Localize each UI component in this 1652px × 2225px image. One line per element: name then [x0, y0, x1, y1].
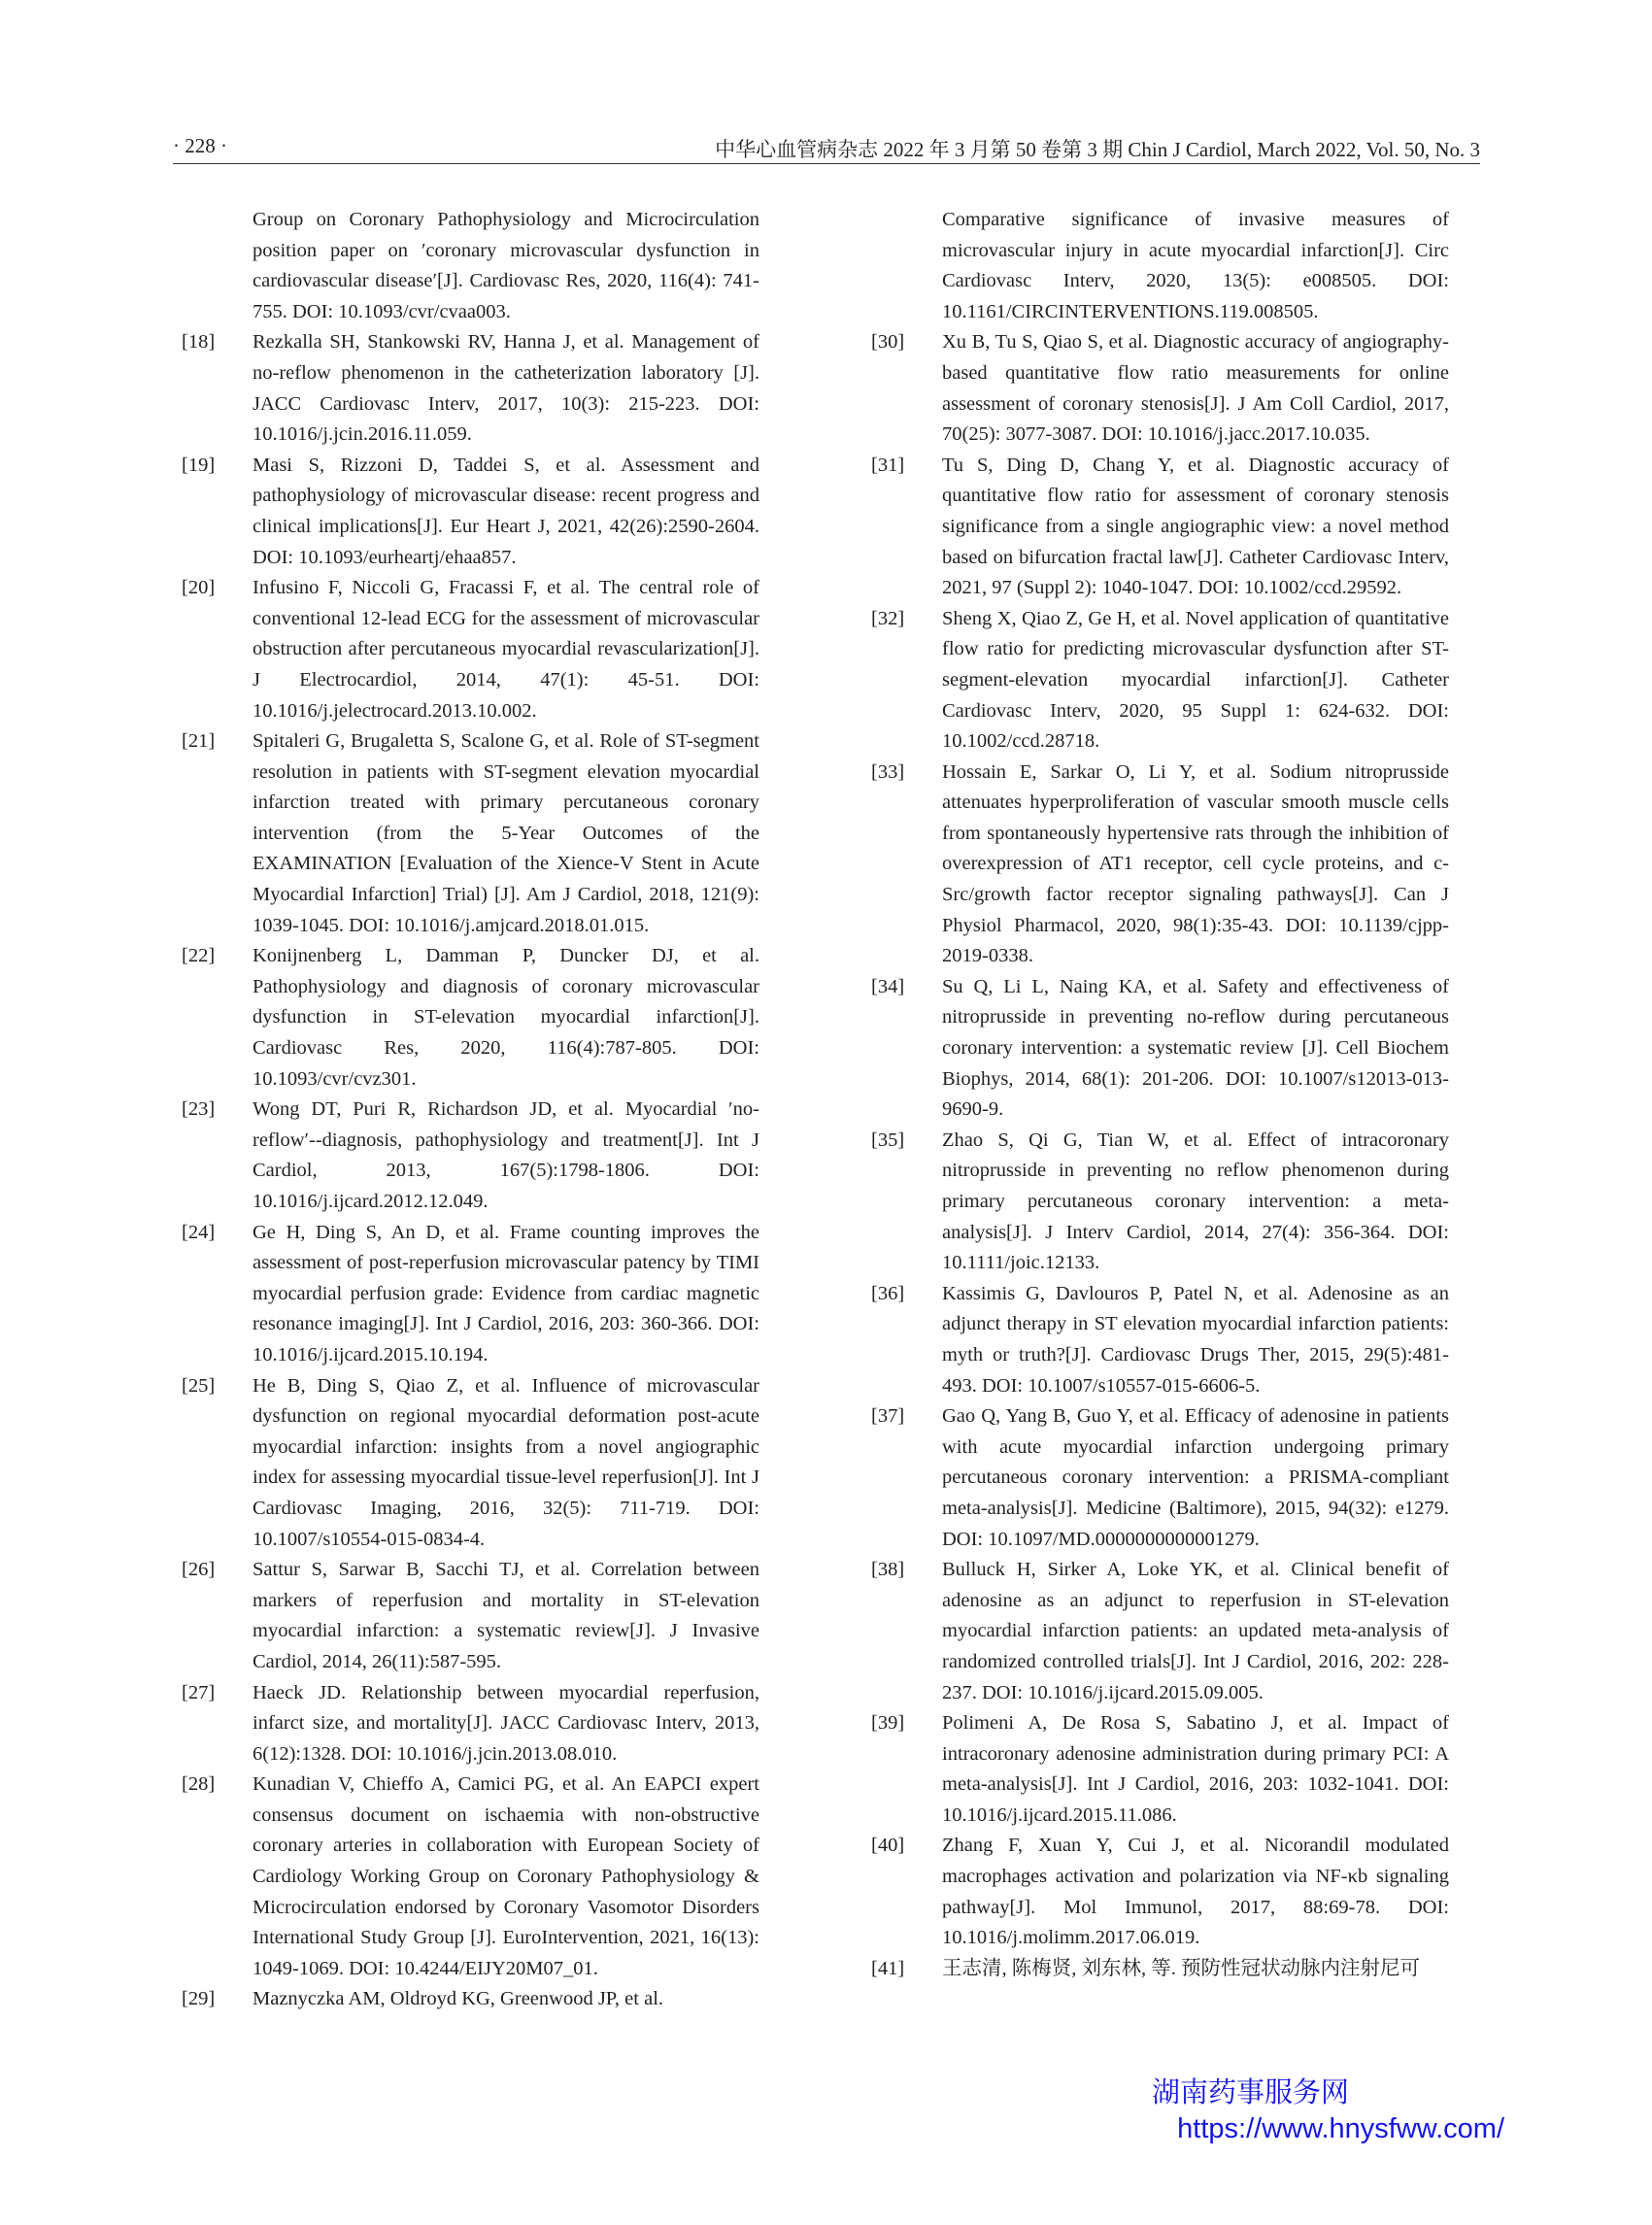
reference-text: Ge H, Ding S, An D, et al. Frame counting improves the assessment of post-reperfusion microvascular patency by TIMI myocardial perfusion grade: Evidence from cardiac magnetic resonance imaging[J]. Int J Cardiol, 2016, 203: 360-366. DOI: 10.1016/j.ijcard.2015.10.194. [253, 1221, 759, 1365]
reference-item [182, 1678, 759, 1770]
reference-text: Xu B, Tu S, Qiao S, et al. Diagnostic accuracy of angiography-based quantitative flow ratio measurements for online assessment of coronary stenosis[J]. J Am Coll Cardiol, 2017, 70(25): 3077-3087. DOI: 10.1016/j.jacc.2017.10.035. [942, 331, 1449, 446]
watermark-site-name: 湖南药事服务网 [1151, 2077, 1349, 2108]
watermark [1152, 2074, 1504, 2146]
reference-item [182, 1984, 759, 2015]
reference-text: Su Q, Li L, Naing KA, et al. Safety and effectiveness of nitroprusside in preventing no-reflow during percutaneous coronary intervention: a systematic review [J]. Cell Biochem Biophys, 2014, 68(1): 201-206. DOI: 10.1007/s12013-013-9690-9. [942, 975, 1449, 1121]
reference-item [182, 327, 759, 450]
reference-number: [38] [871, 1559, 905, 1581]
reference-number: [41] [871, 1957, 905, 1979]
reference-text: Spitaleri G, Brugaletta S, Scalone G, et al. Role of ST-segment resolution in patients with ST-segment elevation myocardial infarction treated with primary percutaneous coronary intervention (from the 5-Year Outcomes of the EXAMINATION [Evaluation of the Xience-V Stent in Acute Myocardial Infarction] Trial) [J]. Am J Cardiol, 2018, 121(9): 1039-1045. DOI: 10.1016/j.amjcard.2018.01.015. [253, 730, 759, 936]
reference-item [871, 1126, 1449, 1279]
reference-item [871, 327, 1449, 450]
reference-item [182, 941, 759, 1095]
reference-number: [21] [182, 730, 216, 753]
reference-item [182, 451, 759, 573]
reference-number: [29] [182, 1988, 216, 2010]
reference-item [871, 1708, 1449, 1831]
reference-item [871, 1954, 1449, 1985]
reference-text: Hossain E, Sarkar O, Li Y, et al. Sodium nitroprusside attenuates hyperproliferation of vascular smooth muscle cells from spontaneously hypertensive rats through the inhibition of overexpression of AT1 receptor, cell cycle proteins, and c-Src/growth factor receptor signaling pathways[J]. Can J Physiol Pharmacol, 2020, 98(1):35-43. DOI: 10.1139/cjpp-2019-0338. [942, 760, 1449, 967]
reference-column-left [182, 205, 759, 2015]
reference-item [182, 1371, 759, 1556]
reference-item [871, 451, 1449, 604]
reference-text: He B, Ding S, Qiao Z, et al. Influence of microvascular dysfunction on regional myocardial deformation post-acute myocardial infarction: insights from a novel angiographic index for assessing myocardial tissue-level reperfusion[J]. Int J Cardiovasc Imaging, 2016, 32(5): 711-719. DOI: 10.1007/s10554-015-0834-4. [253, 1374, 759, 1550]
reference-text: Kassimis G, Davlouros P, Patel N, et al. Adenosine as an adjunct therapy in ST elevation myocardial infarction patients: myth or truth?[J]. Cardiovasc Drugs Ther, 2015, 29(5):481-493. DOI: 10.1007/s10557-015-6606-5. [942, 1282, 1449, 1397]
reference-text: 王志清, 陈梅贤, 刘东林, 等. 预防性冠状动脉内注射尼可 [942, 1957, 1420, 1979]
reference-item [871, 1555, 1449, 1708]
reference-number: [18] [182, 331, 216, 354]
reference-number: [28] [182, 1773, 216, 1796]
reference-item [182, 573, 759, 726]
reference-text: Kunadian V, Chieffo A, Camici PG, et al. An EAPCI expert consensus document on ischaemia with non-obstructive coronary arteries in collaboration with European Society of Cardiology Working Group on Coronary Pathophysiology & Microcirculation endorsed by Coronary Vasomotor Disorders International Study Group [J]. EuroIntervention, 2021, 16(13): 1049-1069. DOI: 10.4244/EIJY20M07_01. [253, 1773, 759, 1979]
reference-text: Konijnenberg L, Damman P, Duncker DJ, et al. Pathophysiology and diagnosis of coronary microvascular dysfunction in ST-elevation myocardial infarction[J]. Cardiovasc Res, 2020, 116(4):787-805. DOI: 10.1093/cvr/cvz301. [253, 945, 759, 1090]
reference-number: [32] [871, 607, 905, 629]
reference-text: Rezkalla SH, Stankowski RV, Hanna J, et al. Management of no-reflow phenomenon in the catheterization laboratory [J]. JACC Cardiovasc Interv, 2017, 10(3): 215-223. DOI: 10.1016/j.jcin.2016.11.059. [253, 331, 759, 446]
reference-number: [39] [871, 1712, 905, 1735]
reference-number: [26] [182, 1559, 216, 1581]
watermark-url[interactable]: https://www.hnysfww.com/ [1177, 2113, 1504, 2144]
reference-item [182, 1095, 759, 1217]
reference-number: [34] [871, 975, 905, 997]
reference-text: Maznyczka AM, Oldroyd KG, Greenwood JP, et al. [253, 1988, 664, 2010]
reference-text: Sheng X, Qiao Z, Ge H, et al. Novel application of quantitative flow ratio for predicting microvascular dysfunction after ST-segment-elevation myocardial infarction[J]. Catheter Cardiovasc Interv, 2020, 95 Suppl 1: 624-632. DOI: 10.1002/ccd.28718. [942, 607, 1449, 753]
reference-text: Tu S, Ding D, Chang Y, et al. Diagnostic accuracy of quantitative flow ratio for assessment of coronary stenosis significance from a single angiographic view: a novel method based on bifurcation fractal law[J]. Catheter Cardiovasc Interv, 2021, 97 (Suppl 2): 1040-1047. DOI: 10.1002/ccd.29592. [942, 454, 1449, 599]
reference-text: Sattur S, Sarwar B, Sacchi TJ, et al. Correlation between markers of reperfusion and mortality in ST-elevation myocardial infarction: a systematic review[J]. J Invasive Cardiol, 2014, 26(11):587-595. [253, 1559, 759, 1672]
reference-item [871, 972, 1449, 1126]
reference-item [871, 758, 1449, 972]
reference-item [182, 726, 759, 941]
reference-text: Bulluck H, Sirker A, Loke YK, et al. Clinical benefit of adenosine as an adjunct to reperfusion in ST-elevation myocardial infarction patients: an updated meta-analysis of randomized controlled trials[J]. Int J Cardiol, 2016, 202: 228-237. DOI: 10.1016/j.ijcard.2015.09.005. [942, 1559, 1449, 1703]
reference-text: Masi S, Rizzoni D, Taddei S, et al. Assessment and pathophysiology of microvascular disease: recent progress and clinical implications[J]. Eur Heart J, 2021, 42(26):2590-2604. DOI: 10.1093/eurheartj/ehaa857. [253, 454, 759, 568]
reference-item [182, 1555, 759, 1677]
reference-number: [22] [182, 945, 216, 967]
reference-number: [35] [871, 1129, 905, 1151]
reference-number: [25] [182, 1374, 216, 1397]
reference-text: Zhang F, Xuan Y, Cui J, et al. Nicorandil modulated macrophages activation and polarization via NF-κb signaling pathway[J]. Mol Immunol, 2017, 88:69-78. DOI: 10.1016/j.molimm.2017.06.019. [942, 1835, 1449, 1949]
reference-number: [33] [871, 760, 905, 783]
reference-number: [37] [871, 1405, 905, 1428]
reference-number: [40] [871, 1835, 905, 1857]
reference-text: Gao Q, Yang B, Guo Y, et al. Efficacy of adenosine in patients with acute myocardial infarction undergoing primary percutaneous coronary intervention: a PRISMA-compliant meta-analysis[J]. Medicine (Baltimore), 2015, 94(32): e1279. DOI: 10.1097/MD.0000000000001279. [942, 1405, 1449, 1550]
running-header [173, 130, 1480, 164]
journal-citation: 中华心血管病杂志 2022 年 3 月第 50 卷第 3 期 Chin J Cardiol, March 2022, Vol. 50, No. 3 [715, 138, 1480, 161]
reference-number: [24] [182, 1221, 216, 1243]
reference-number: [30] [871, 331, 905, 354]
page-number: · 228 · [173, 134, 227, 157]
reference-item [182, 1770, 759, 1984]
reference-number: [20] [182, 577, 216, 599]
reference-item [182, 205, 759, 327]
reference-text: Infusino F, Niccoli G, Fracassi F, et al. The central role of conventional 12-lead ECG for the assessment of microvascular obstruction after percutaneous myocardial revascularization[J]. J Electrocardiol, 2014, 47(1): 45-51. DOI: 10.1016/j.jelectrocard.2013.10.002. [253, 577, 759, 722]
reference-item [871, 205, 1449, 327]
reference-text: Haeck JD. Relationship between myocardial reperfusion, infarct size, and mortality[J]. JACC Cardiovasc Interv, 2013, 6(12):1328. DOI: 10.1016/j.jcin.2013.08.010. [253, 1681, 759, 1765]
reference-column-right [871, 205, 1449, 1984]
reference-number: [23] [182, 1098, 216, 1121]
reference-text: Comparative significance of invasive measures of microvascular injury in acute myocardial infarction[J]. Circ Cardiovasc Interv, 2020, 13(5): e008505. DOI: 10.1161/CIRCINTERVENTIONS.119.008505. [942, 209, 1449, 322]
reference-text: Wong DT, Puri R, Richardson JD, et al. Myocardial ′no-reflow′--diagnosis, pathophysiology and treatment[J]. Int J Cardiol, 2013, 167(5):1798-1806. DOI: 10.1016/j.ijcard.2012.12.049. [253, 1098, 759, 1212]
reference-item [182, 1218, 759, 1371]
reference-text: Polimeni A, De Rosa S, Sabatino J, et al. Impact of intracoronary adenosine administration during primary PCI: A meta-analysis[J]. Int J Cardiol, 2016, 203: 1032-1041. DOI: 10.1016/j.ijcard.2015.11.086. [942, 1712, 1449, 1826]
reference-text: Group on Coronary Pathophysiology and Microcirculation position paper on ′coronary microvascular dysfunction in cardiovascular disease′[J]. Cardiovasc Res, 2020, 116(4): 741-755. DOI: 10.1093/cvr/cvaa003. [253, 209, 759, 322]
reference-item [871, 1279, 1449, 1401]
reference-item [871, 1831, 1449, 1953]
reference-number: [31] [871, 454, 905, 476]
reference-number: [19] [182, 454, 216, 476]
reference-item [871, 1401, 1449, 1555]
reference-number: [27] [182, 1681, 216, 1703]
reference-text: Zhao S, Qi G, Tian W, et al. Effect of intracoronary nitroprusside in preventing no reflow phenomenon during primary percutaneous coronary intervention: a meta-analysis[J]. J Interv Cardiol, 2014, 27(4): 356-364. DOI: 10.1111/joic.12133. [942, 1129, 1449, 1274]
reference-number: [36] [871, 1282, 905, 1304]
reference-item [871, 604, 1449, 758]
